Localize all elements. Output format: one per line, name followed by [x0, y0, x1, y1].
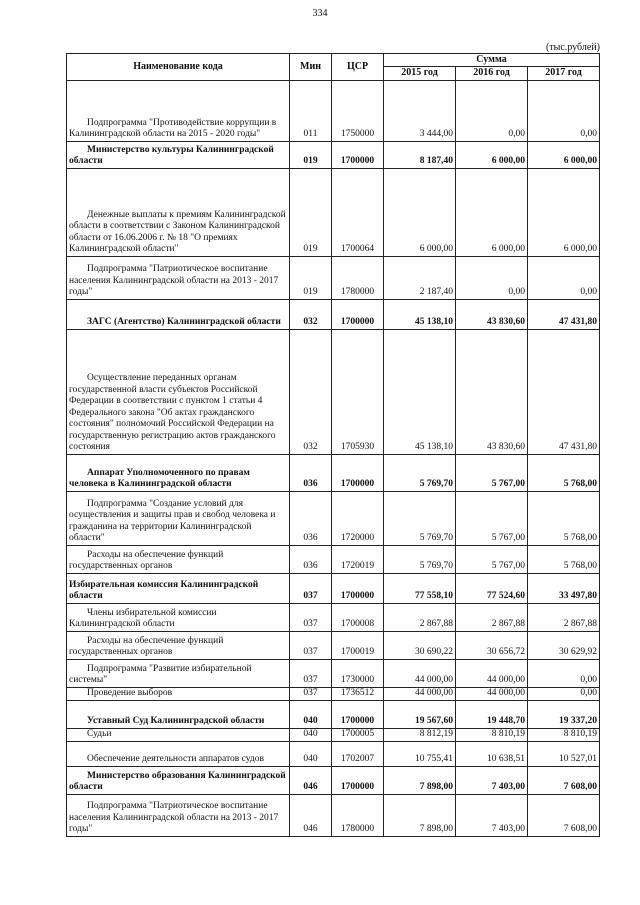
row-name: Подпрограмма "Развитие избирательной системы" — [67, 659, 290, 687]
row-name: Министерство образования Калининградской области — [67, 766, 290, 794]
row-csr: 1700005 — [332, 728, 384, 741]
table-row — [67, 141, 600, 168]
table-row — [67, 329, 600, 454]
table-row — [67, 700, 600, 728]
row-csr: 1780000 — [332, 256, 384, 299]
row-2015: 5 769,70 — [384, 454, 456, 491]
row-min: 019 — [290, 141, 332, 168]
row-2015: 7 898,00 — [384, 766, 456, 794]
row-min: 036 — [290, 454, 332, 491]
row-2016: 10 638,51 — [456, 741, 528, 766]
row-min: 046 — [290, 794, 332, 836]
header-csr: ЦСР — [332, 54, 384, 81]
row-2015: 3 444,00 — [384, 80, 456, 141]
page-number: 334 — [312, 8, 328, 19]
row-2017: 10 527,01 — [528, 741, 600, 766]
table-row — [67, 603, 600, 631]
row-min: 037 — [290, 603, 332, 631]
budget-table — [66, 53, 600, 837]
units-label: (тыс.рублей) — [545, 42, 600, 53]
row-min: 046 — [290, 766, 332, 794]
row-csr: 1700000 — [332, 700, 384, 728]
table-row — [67, 80, 600, 141]
row-2017: 5 768,00 — [528, 545, 600, 573]
row-2016: 6 000,00 — [456, 141, 528, 168]
row-2017: 19 337,20 — [528, 700, 600, 728]
table-row — [67, 728, 600, 741]
table-row — [67, 659, 600, 687]
row-csr: 1705930 — [332, 329, 384, 454]
row-2016: 8 810,19 — [456, 728, 528, 741]
row-2015: 8 812,19 — [384, 728, 456, 741]
row-csr: 1736512 — [332, 687, 384, 700]
row-csr: 1780000 — [332, 794, 384, 836]
row-2017: 6 000,00 — [528, 141, 600, 168]
row-csr: 1700000 — [332, 573, 384, 603]
table-row — [67, 491, 600, 545]
header-2016: 2016 год — [456, 66, 528, 80]
row-2015: 7 898,00 — [384, 794, 456, 836]
table-row — [67, 794, 600, 836]
row-min: 037 — [290, 573, 332, 603]
row-csr: 1700000 — [332, 766, 384, 794]
row-name: Подпрограмма "Создание условий для осуществления и защиты прав и свобод человека и гражданина на территории Калининградской области" — [67, 491, 290, 545]
row-csr: 1700000 — [332, 299, 384, 329]
row-2015: 5 769,70 — [384, 491, 456, 545]
row-2016: 7 403,00 — [456, 794, 528, 836]
row-2017: 6 000,00 — [528, 168, 600, 256]
row-2017: 0,00 — [528, 256, 600, 299]
row-csr: 1700000 — [332, 454, 384, 491]
row-2015: 45 138,10 — [384, 329, 456, 454]
table-row — [67, 766, 600, 794]
row-2015: 19 567,60 — [384, 700, 456, 728]
row-2015: 30 690,22 — [384, 631, 456, 659]
header-name: Наименование кода — [67, 54, 290, 81]
row-2017: 2 867,88 — [528, 603, 600, 631]
row-csr: 1700000 — [332, 141, 384, 168]
header-sum: Сумма — [384, 54, 600, 67]
row-2017: 47 431,80 — [528, 299, 600, 329]
row-2016: 6 000,00 — [456, 168, 528, 256]
row-2015: 44 000,00 — [384, 687, 456, 700]
row-2017: 33 497,80 — [528, 573, 600, 603]
row-2016: 77 524,60 — [456, 573, 528, 603]
row-name: Осуществление переданных органам государственной власти субъектов Российской Федерации в соответствии с пунктом 1 статьи 4 Федерального закона "Об актах гражданского состояния" полномочий Российской Федерации на государственную регистрацию актов гражданского состояния — [67, 329, 290, 454]
row-csr: 1720019 — [332, 545, 384, 573]
row-2016: 5 767,00 — [456, 545, 528, 573]
row-2016: 30 656,72 — [456, 631, 528, 659]
row-2015: 44 000,00 — [384, 659, 456, 687]
row-min: 019 — [290, 168, 332, 256]
row-2015: 6 000,00 — [384, 168, 456, 256]
row-min: 037 — [290, 631, 332, 659]
row-2016: 5 767,00 — [456, 454, 528, 491]
row-2016: 0,00 — [456, 256, 528, 299]
row-2015: 10 755,41 — [384, 741, 456, 766]
row-csr: 1730000 — [332, 659, 384, 687]
row-name: Подпрограмма "Противодействие коррупции в Калининградской области на 2015 - 2020 годы" — [67, 80, 290, 141]
row-2015: 2 187,40 — [384, 256, 456, 299]
row-name: Избирательная комиссия Калининградской области — [67, 573, 290, 603]
row-2017: 5 768,00 — [528, 454, 600, 491]
table-row — [67, 687, 600, 700]
row-2016: 5 767,00 — [456, 491, 528, 545]
row-min: 032 — [290, 299, 332, 329]
row-2017: 47 431,80 — [528, 329, 600, 454]
row-2017: 0,00 — [528, 687, 600, 700]
row-min: 019 — [290, 256, 332, 299]
row-2016: 19 448,70 — [456, 700, 528, 728]
header-min: Мин — [290, 54, 332, 81]
table-row — [67, 573, 600, 603]
row-min: 032 — [290, 329, 332, 454]
row-name: Проведение выборов — [67, 687, 290, 700]
row-csr: 1750000 — [332, 80, 384, 141]
row-2017: 0,00 — [528, 659, 600, 687]
row-2016: 0,00 — [456, 80, 528, 141]
row-2017: 30 629,92 — [528, 631, 600, 659]
table-row — [67, 299, 600, 329]
row-csr: 1702007 — [332, 741, 384, 766]
row-2017: 7 608,00 — [528, 766, 600, 794]
row-name: Расходы на обеспечение функций государственных органов — [67, 545, 290, 573]
row-min: 037 — [290, 659, 332, 687]
row-2016: 7 403,00 — [456, 766, 528, 794]
row-2015: 8 187,40 — [384, 141, 456, 168]
table-row — [67, 454, 600, 491]
row-2015: 45 138,10 — [384, 299, 456, 329]
row-name: Денежные выплаты к премиям Калининградской области в соответствии с Законом Калининградской области от 16.06.2006 г. № 18 "О премиях Калининградской области" — [67, 168, 290, 256]
row-2015: 77 558,10 — [384, 573, 456, 603]
row-csr: 1700019 — [332, 631, 384, 659]
row-min: 040 — [290, 741, 332, 766]
row-csr: 1720000 — [332, 491, 384, 545]
row-min: 011 — [290, 80, 332, 141]
row-2017: 5 768,00 — [528, 491, 600, 545]
row-min: 037 — [290, 687, 332, 700]
row-2017: 0,00 — [528, 80, 600, 141]
table-row — [67, 168, 600, 256]
row-2015: 2 867,88 — [384, 603, 456, 631]
header-2017: 2017 год — [528, 66, 600, 80]
row-2017: 7 608,00 — [528, 794, 600, 836]
table-row — [67, 741, 600, 766]
row-name: Обеспечение деятельности аппаратов судов — [67, 741, 290, 766]
row-2016: 43 830,60 — [456, 299, 528, 329]
row-name: Подпрограмма "Патриотическое воспитание населения Калининградской области на 2013 - 2017 годы" — [67, 256, 290, 299]
row-2016: 44 000,00 — [456, 687, 528, 700]
header-2015: 2015 год — [384, 66, 456, 80]
table-row — [67, 545, 600, 573]
row-name: Судьи — [67, 728, 290, 741]
table-row — [67, 631, 600, 659]
row-2017: 8 810,19 — [528, 728, 600, 741]
row-min: 040 — [290, 728, 332, 741]
table-row — [67, 256, 600, 299]
row-min: 040 — [290, 700, 332, 728]
row-name: Уставный Суд Калининградской области — [67, 700, 290, 728]
row-2016: 43 830,60 — [456, 329, 528, 454]
row-csr: 1700064 — [332, 168, 384, 256]
row-min: 036 — [290, 491, 332, 545]
row-name: Члены избирательной комиссии Калининградской области — [67, 603, 290, 631]
row-name: Расходы на обеспечение функций государственных органов — [67, 631, 290, 659]
row-name: Аппарат Уполномоченного по правам человека в Калининградской области — [67, 454, 290, 491]
row-name: Подпрограмма "Патриотическое воспитание населения Калининградской области на 2013 - 2017 годы" — [67, 794, 290, 836]
row-2016: 2 867,88 — [456, 603, 528, 631]
row-name: Министерство культуры Калининградской области — [67, 141, 290, 168]
row-2016: 44 000,00 — [456, 659, 528, 687]
row-csr: 1700008 — [332, 603, 384, 631]
row-min: 036 — [290, 545, 332, 573]
row-2015: 5 769,70 — [384, 545, 456, 573]
row-name: ЗАГС (Агентство) Калининградской области — [67, 299, 290, 329]
